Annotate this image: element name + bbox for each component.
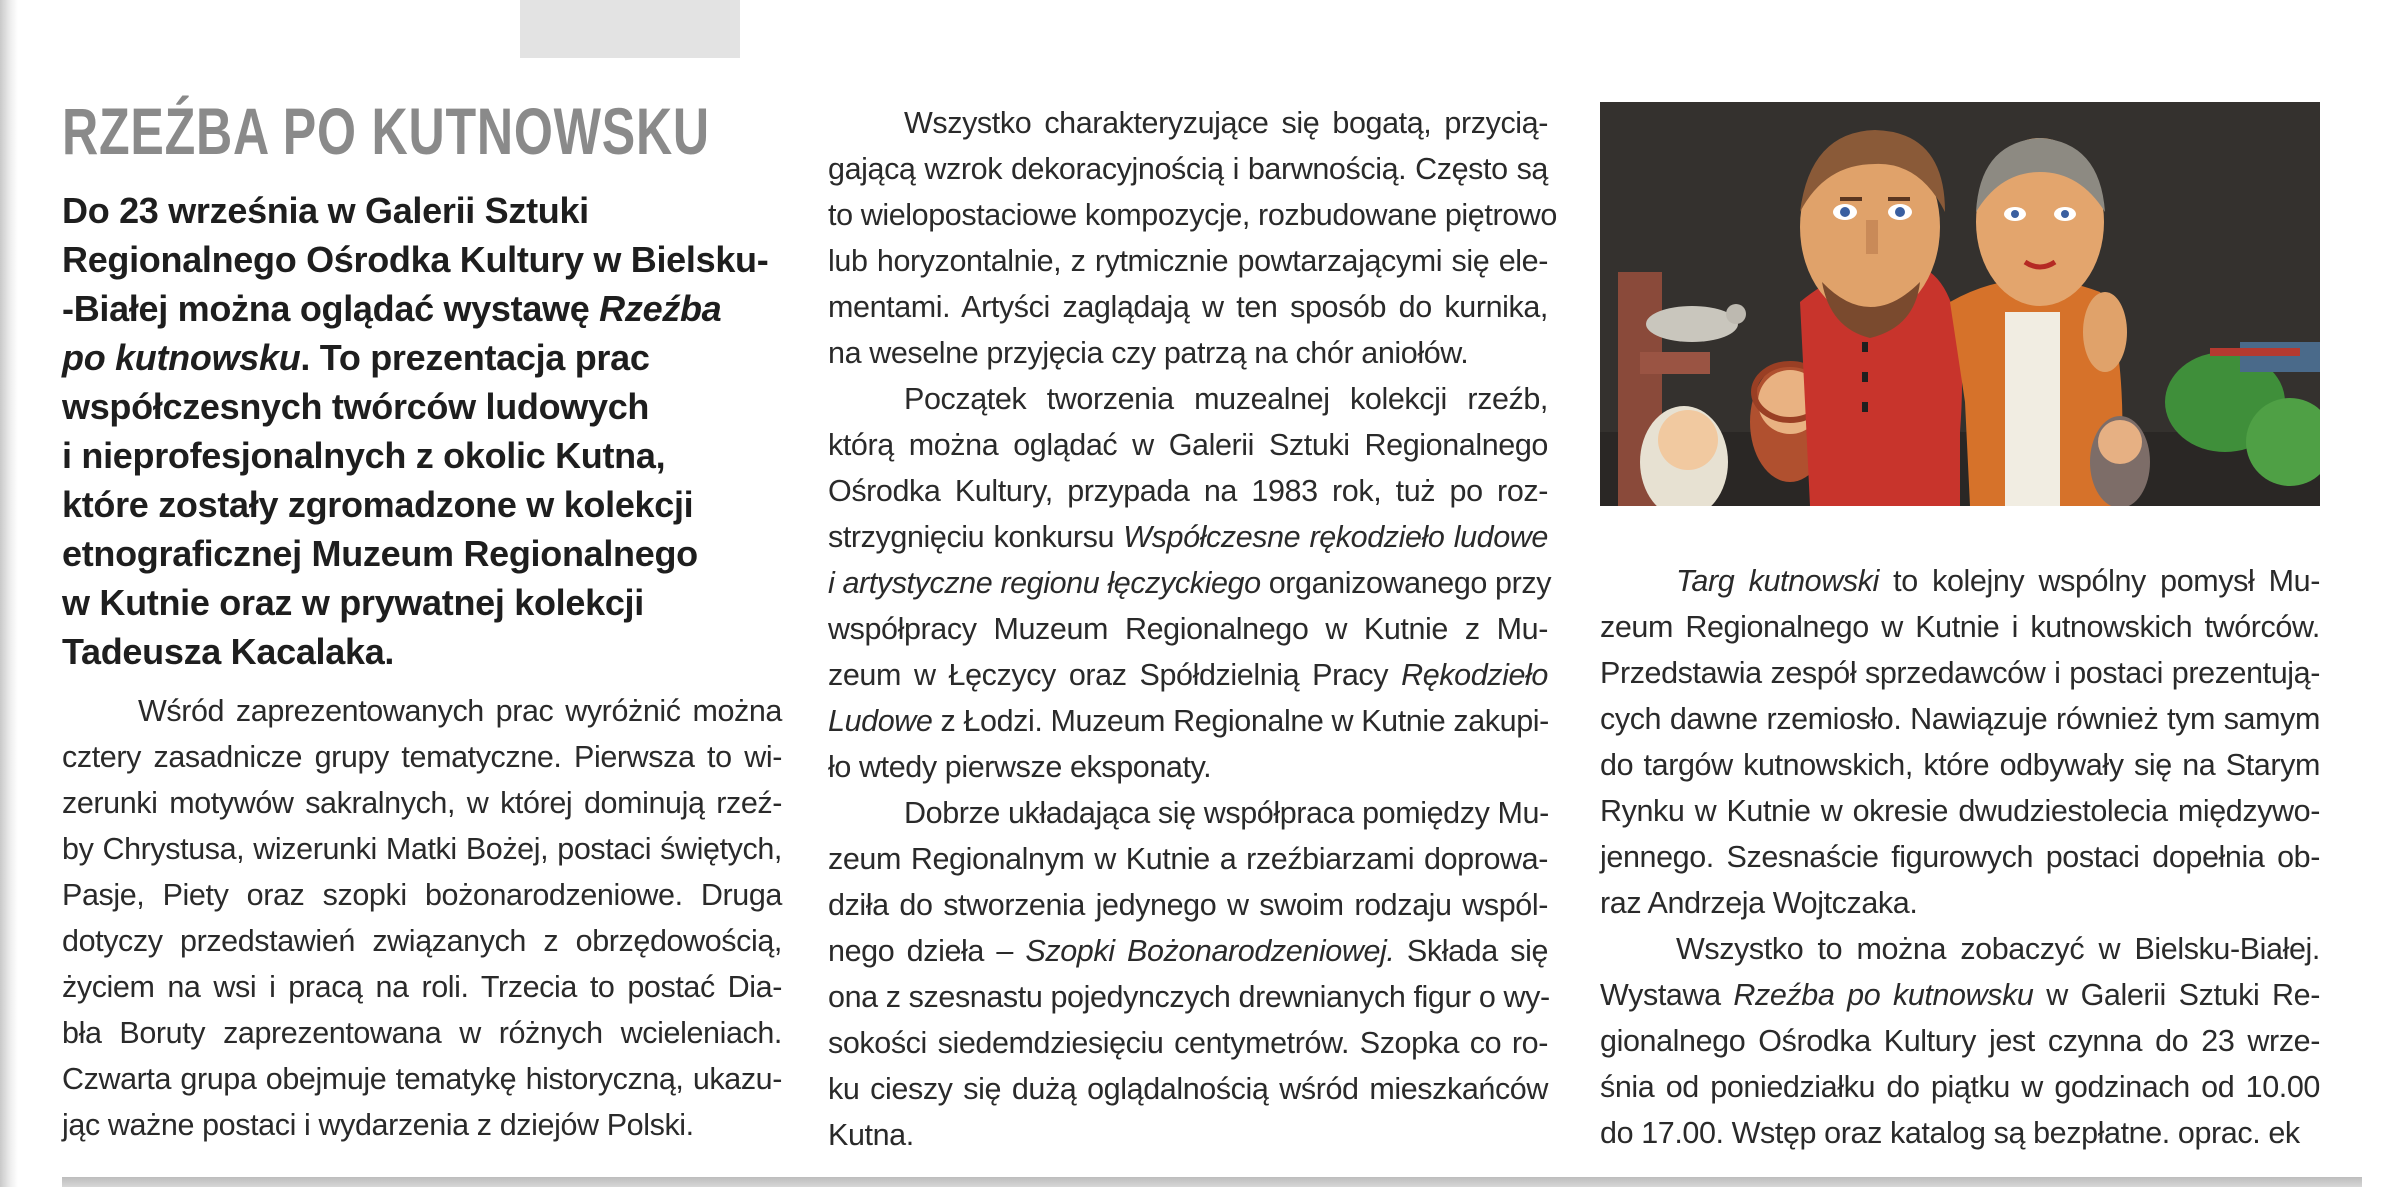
text-line [828, 928, 1548, 974]
text-line: którą można oglądać w Galerii Sztuki Regionalnego [828, 428, 1548, 462]
text-line [828, 560, 1552, 606]
text-line [62, 333, 768, 382]
text-line: sokości siedemdziesięciu centymetrów. Szopka co ro- [828, 1026, 1548, 1060]
text-line: Tadeusza Kacalaka. [62, 631, 395, 672]
text-line: Rynku w Kutnie w okresie dwudziestolecia międzywo- [1600, 794, 2320, 828]
text-line: Do 23 września w Galerii Sztuki [62, 190, 589, 231]
text-line: Pasje, Piety oraz szopki bożonarodzeniowe. Druga [62, 878, 782, 912]
italic-title-span: Ludowe [828, 704, 933, 738]
text-line: gającą wzrok dekoracyjnością i barwnością. Często są [828, 152, 1548, 186]
text-span: strzygnięciu konkursu [828, 520, 1124, 554]
text-span: Wystawa [1600, 978, 1734, 1012]
text-span: -Białej można oglądać wystawę [62, 288, 600, 329]
text-span: Składa się [1394, 934, 1549, 968]
body-column-1 [62, 688, 782, 1148]
text-line: zerunki motywów sakralnych, w której dominują rzeź- [62, 786, 782, 820]
text-line: Dobrze układająca się współpraca pomiędzy Mu- [904, 796, 1549, 830]
text-span: z Łodzi. Muzeum Regionalne w Kutnie zakupi- [932, 704, 1549, 738]
text-line: ku cieszy się dużą oglądalnością wśród mieszkańców [828, 1072, 1548, 1106]
text-line: współpracy Muzeum Regionalnego w Kutnie z Mu- [828, 612, 1548, 646]
text-line: gionalnego Ośrodka Kultury jest czynna do 23 wrze- [1600, 1024, 2320, 1058]
article-title: RZEŹBA PO KUTNOWSKU [62, 94, 710, 168]
text-line: dziła do stworzenia jedynego w swoim rodzaju wspól- [828, 888, 1548, 922]
text-line: jąc ważne postaci i wydarzenia z dziejów Polski. [62, 1108, 694, 1142]
text-span: w Galerii Sztuki Re- [2033, 978, 2321, 1012]
text-span: to kolejny wspólny pomysł Mu- [1878, 564, 2320, 598]
italic-title-span: Szopki Bożonarodzeniowej. [1025, 934, 1395, 968]
text-line: mentami. Artyści zaglądają w ten sposób do kurnika, [828, 290, 1548, 324]
text-line: cych dawne rzemiosło. Nawiązuje również tym samym [1600, 702, 2320, 736]
text-line: zeum Regionalnym w Kutnie a rzeźbiarzami doprowa- [828, 842, 1548, 876]
italic-title-span: Targ kutnowski [1676, 564, 1879, 598]
body-column-2 [828, 100, 1557, 1158]
text-line: dotyczy przedstawień związanych z obrzędowością, [62, 924, 782, 958]
text-line: do 17.00. Wstęp oraz katalog są bezpłatne. oprac. ek [1600, 1116, 2300, 1150]
text-line [1600, 558, 2320, 604]
text-span: zeum w Łęczycy oraz Spółdzielnią Pracy [828, 658, 1402, 692]
text-line: ona z szesnastu pojedynczych drewnianych figur o wy- [828, 980, 1550, 1014]
text-line [828, 698, 1548, 744]
sculpture-illustration [1600, 102, 2320, 506]
text-span: nego dzieła – [828, 934, 1026, 968]
text-line: Wszystko to można zobaczyć w Bielsku-Białej. [1676, 932, 2320, 966]
text-line: Ośrodka Kultury, przypada na 1983 rok, tuż po roz- [828, 474, 1548, 508]
text-line: i nieprofesjonalnych z okolic Kutna, [62, 435, 666, 476]
text-line: do targów kutnowskich, które odbywały się na Starym [1600, 748, 2320, 782]
article-lead [62, 186, 768, 676]
text-line [1600, 972, 2320, 1018]
italic-title-span: Rękodzieło [1401, 658, 1548, 692]
text-line: by Chrystusa, wizerunki Matki Bożej, postaci świętych, [62, 832, 782, 866]
italic-title-span: Rzeźba po kutnowsku [1733, 978, 2034, 1012]
text-line: raz Andrzeja Wojtczaka. [1600, 886, 1918, 920]
text-line: Początek tworzenia muzealnej kolekcji rzeźb, [904, 382, 1548, 416]
text-span: . To prezentacja prac [300, 337, 650, 378]
text-line [62, 284, 768, 333]
text-line: śnia od poniedziałku do piątku w godzinach od 10.00 [1600, 1070, 2320, 1104]
body-column-3 [1600, 558, 2320, 1156]
text-line: etnograficznej Muzeum Regionalnego [62, 533, 698, 574]
page-gutter-shadow [0, 0, 18, 1187]
sculpture-photo [1600, 102, 2320, 506]
italic-title-span: Współczesne rękodzieło ludowe [1123, 520, 1548, 554]
text-line: lub horyzontalnie, z rytmicznie powtarzającymi się ele- [828, 244, 1548, 278]
italic-title-span: Rzeźba [599, 288, 722, 329]
text-line: na weselne przyjęcia czy patrzą na chór aniołów. [828, 336, 1469, 370]
text-line: jennego. Szesnaście figurowych postaci dopełnia ob- [1600, 840, 2320, 874]
italic-title-span: i artystyczne regionu łęczyckiego [828, 566, 1261, 600]
text-line [828, 514, 1548, 560]
text-line: Kutna. [828, 1118, 914, 1152]
text-line: Wszystko charakteryzujące się bogatą, przycią- [904, 106, 1548, 140]
italic-title-span: po kutnowsku [62, 337, 301, 378]
bottom-rule [62, 1177, 2362, 1187]
text-line: Wśród zaprezentowanych prac wyróżnić można [138, 694, 782, 728]
text-line: Regionalnego Ośrodka Kultury w Bielsku- [62, 239, 769, 280]
header-tab-decoration [520, 0, 740, 58]
text-line: ło wtedy pierwsze eksponaty. [828, 750, 1212, 784]
text-span: organizowanego przy [1260, 566, 1552, 600]
text-line: Czwarta grupa obejmuje tematykę historyczną, ukazu- [62, 1062, 782, 1096]
text-line: cztery zasadnicze grupy tematyczne. Pierwsza to wi- [62, 740, 782, 774]
text-line: które zostały zgromadzone w kolekcji [62, 484, 694, 525]
text-line: Przedstawia zespół sprzedawców i postaci prezentują- [1600, 656, 2320, 690]
text-line: bła Boruty zaprezentowana w różnych wcieleniach. [62, 1016, 782, 1050]
text-line [828, 652, 1548, 698]
text-line: współczesnych twórców ludowych [62, 386, 650, 427]
text-line: to wielopostaciowe kompozycje, rozbudowane piętrowo [828, 198, 1557, 232]
text-line: życiem na wsi i pracą na roli. Trzecia to postać Dia- [62, 970, 782, 1004]
text-line: w Kutnie oraz w prywatnej kolekcji [62, 582, 644, 623]
text-line: zeum Regionalnego w Kutnie i kutnowskich twórców. [1600, 610, 2320, 644]
